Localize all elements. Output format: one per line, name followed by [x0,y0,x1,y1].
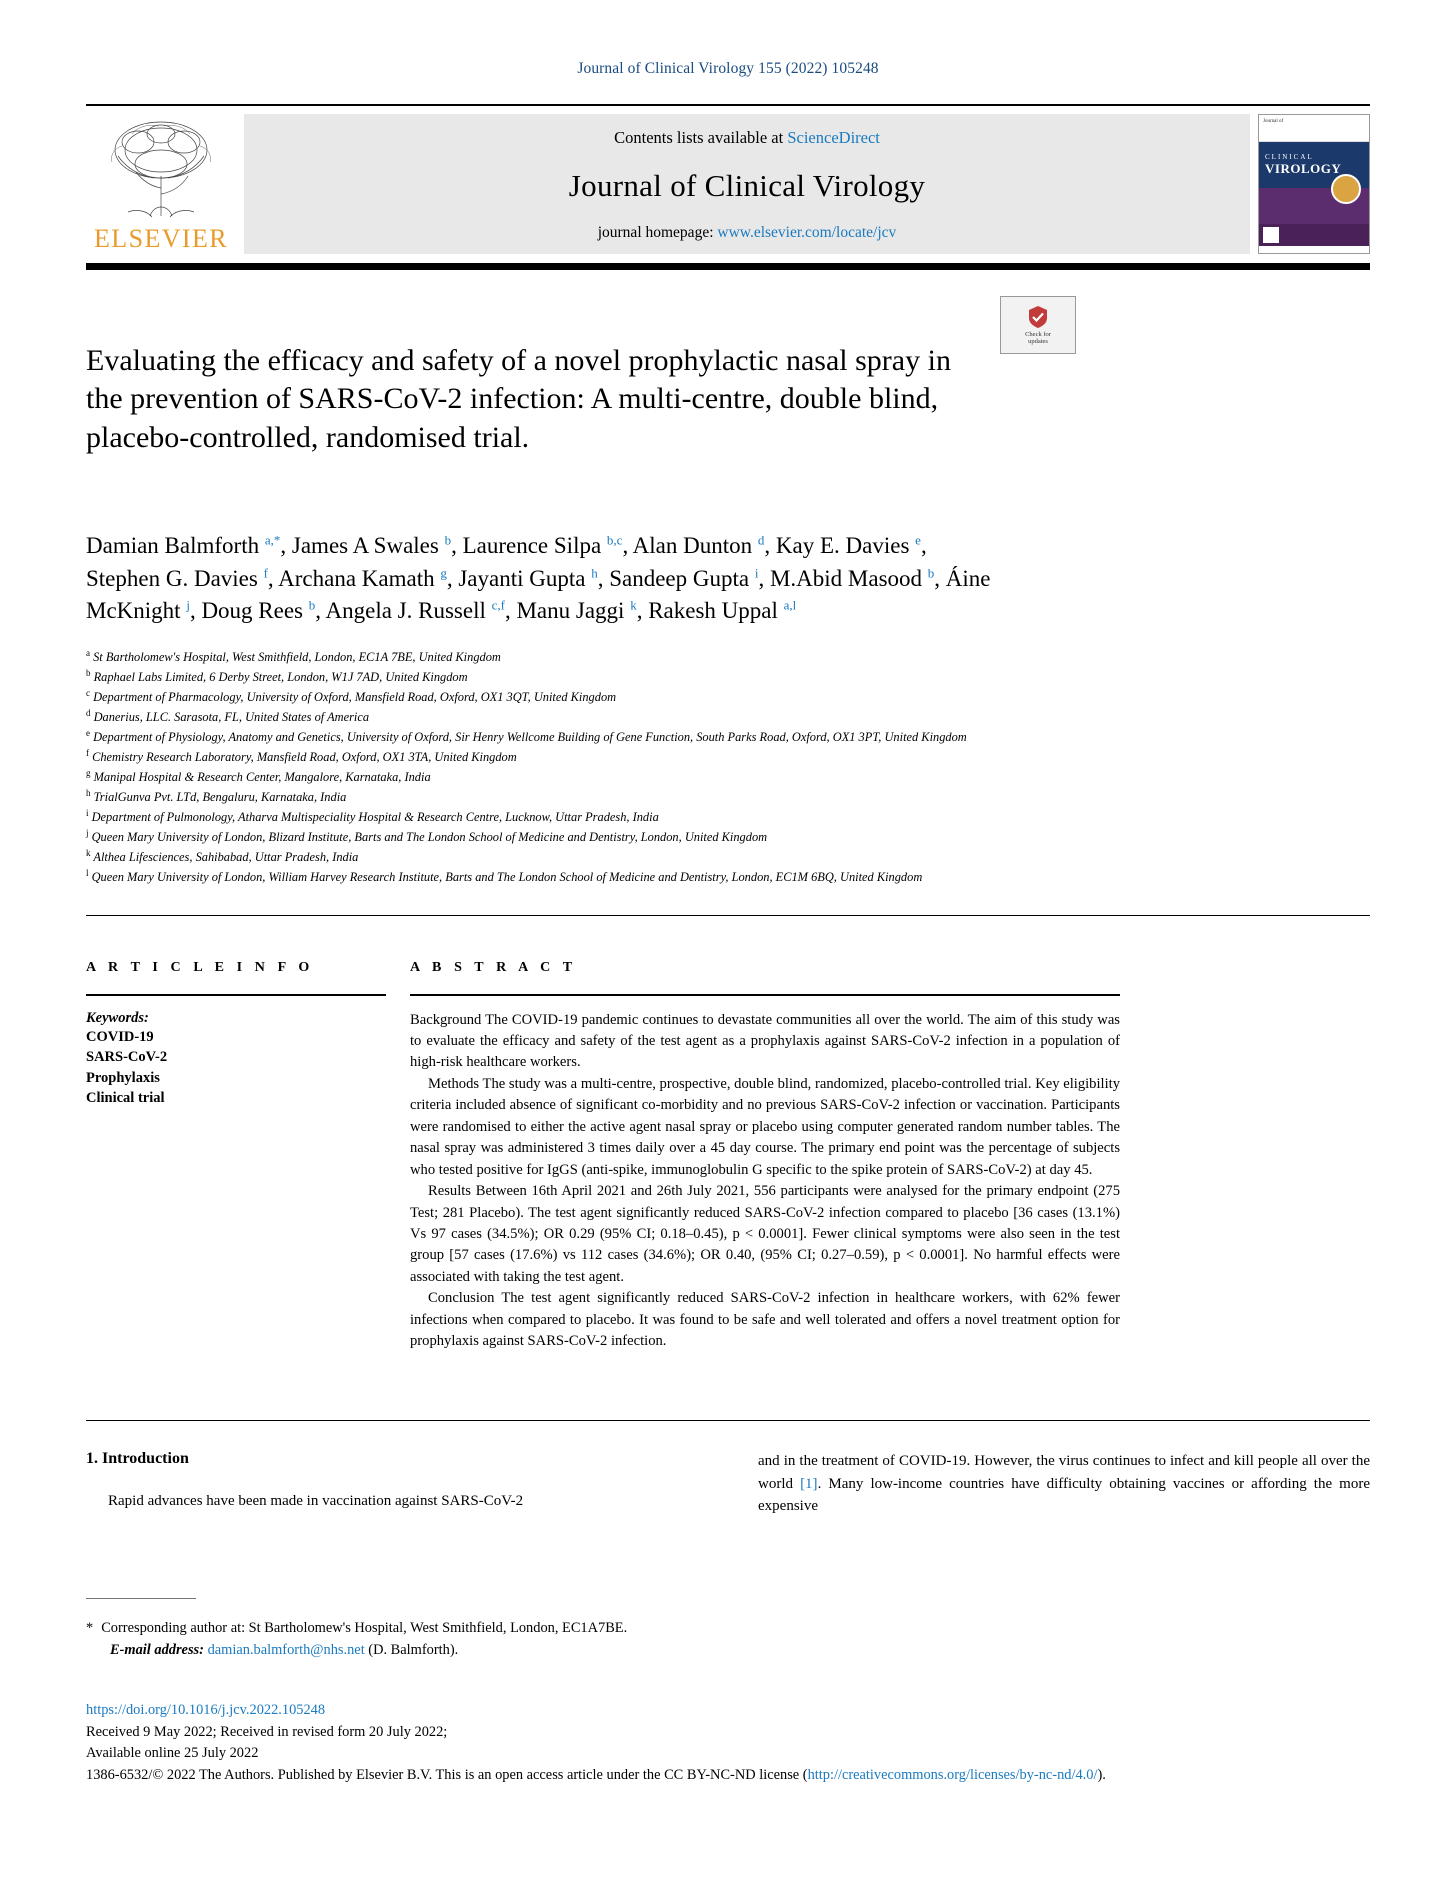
crossmark-line1: Check for [1025,330,1051,338]
affiliation-item: $^j$ Queen Mary University of London, Blizard Institute, Barts and The London School of Medicine and Dentistry, London, United Kingdom [86,827,768,844]
corresponding-author-text: Corresponding author at: St Bartholomew's Hospital, West Smithfield, London, EC1A7BE. [101,1620,628,1636]
masthead-center-panel [244,114,1250,254]
citation-ref-1[interactable]: [1] [800,1475,818,1492]
info-abstract-divider [86,915,1370,916]
intro-right-post: . Many low-income countries have difficulty obtaining vaccines or affording the more expensive [758,1475,1370,1514]
cover-mid-band [1259,188,1369,224]
intro-paragraph-right [758,1450,1370,1518]
doi-link[interactable]: https://doi.org/10.1016/j.jcv.2022.105248 [86,1702,326,1718]
abstract-paragraph: Results Between 16th April 2021 and 26th July 2021, 556 participants were analysed for the primary endpoint (275 Test; 281 Placebo). The test agent significantly reduced SARS-CoV-2 infection compared to placebo [36 cases (13.1%) Vs 97 cases (34.5%); OR 0.29 (95% CI; 0.18–0.45), p < 0.0001]. Fewer clinical symptoms were also seen in the test group [57 cases (17.6%) vs 112 cases (34.6%); OR 0.40, (95% CI; 0.27–0.59), p < 0.0001]. No harmful effects were associated with taking the test agent. [410,1183,1120,1285]
received-dates: Received 9 May 2022; Received in revised form 20 July 2022; [86,1723,448,1740]
elsevier-tree-icon [98,116,224,222]
corresponding-author-line [86,1618,786,1640]
cover-bottom-band [1259,224,1369,246]
crossmark-check-for-updates[interactable] [1000,296,1076,354]
keyword-item: Clinical trial [86,1090,165,1107]
cover-small-masthead: Journal of [1263,119,1284,124]
body-column-left [86,1450,698,1513]
crossmark-icon [1027,305,1049,329]
affiliation-item: $^i$ Department of Pulmonology, Atharva Multispeciality Hospital & Research Centre, Lucknow, Uttar Pradesh, India [86,807,659,824]
affiliation-item: $^a$ St Bartholomew's Hospital, West Smithfield, London, EC1A 7BE, United Kingdom [86,648,501,665]
affiliation-item: $^f$ Chemistry Research Laboratory, Mansfield Road, Oxford, OX1 3TA, United Kingdom [86,747,517,764]
affiliation-item: $^g$ Manipal Hospital & Research Center, Mangalore, Karnataka, India [86,767,431,784]
body-column-right [758,1450,1370,1518]
email-suffix: (D. Balmforth). [368,1641,459,1658]
email-link[interactable]: damian.balmforth@nhs.net [207,1641,365,1658]
contents-prefix: Contents lists available at [614,128,788,147]
affiliation-item: $^c$ Department of Pharmacology, University of Oxford, Mansfield Road, Oxford, OX1 3QT, United Kingdom [86,687,617,705]
copyright-license [86,1765,1176,1787]
abstract-column [410,960,1120,1353]
abstract-paragraph: Methods The study was a multi-centre, prospective, double blind, randomized, placebo-controlled trial. Key eligibility criteria included absence of significant co-morbidity and no previous SARS-CoV-2 infection or vaccination. Participants were randomised to either the active agent nasal spray or placebo using computer generated random number tables. The nasal spray was administered 3 times daily over a 45 day course. The primary end point was the percentage of subjects who tested positive for IgGS (anti-spike, immunoglobulin G specific to the spike protein of SARS-CoV-2) at day 45. [410,1075,1120,1178]
email-label: E-mail address: [110,1641,204,1658]
abstract-paragraph: Background The COVID-19 pandemic continues to devastate communities all over the world. The aim of this study was to evaluate the efficacy and safety of the test agent as a prophylaxis against SARS-CoV-2 infection in a population of high-risk healthcare workers. [410,1011,1120,1071]
crossmark-label [1025,331,1051,346]
cover-logo-square [1263,227,1279,243]
article-title: Evaluating the efficacy and safety of a novel prophylactic nasal spray in the prevention of SARS-CoV-2 infection: A multi-centre, double blind, placebo-controlled, randomised trial. [86,344,951,454]
masthead-top-rule [86,104,1370,106]
affiliation-marker: j [86,827,89,838]
keyword-item: SARS-CoV-2 [86,1049,168,1066]
affiliation-item: $^b$ Raphael Labs Limited, 6 Derby Street, London, W1J 7AD, United Kingdom [86,667,468,685]
cover-kicker: CLINICAL [1265,153,1314,161]
article-info-heading: A R T I C L E I N F O [86,960,314,975]
journal-homepage-line [244,224,1250,242]
sciencedirect-link[interactable]: ScienceDirect [787,128,880,147]
affiliation-marker: c [86,687,90,698]
cover-title: VIROLOGY [1265,161,1342,176]
affiliation-marker: g [86,767,91,778]
abstract-body [410,1010,1120,1353]
affiliation-item: $^d$ Danerius, LLC. Sarasota, FL, United States of America [86,707,370,725]
elsevier-wordmark: ELSEVIER [94,224,228,253]
affiliation-marker: l [86,867,89,878]
article-info-column [86,960,386,1109]
affiliation-item: $^l$ Queen Mary University of London, William Harvey Research Institute, Barts and The London School of Medicine and Dentistry, London, EC1M 6BQ, United Kingdom [86,867,923,884]
journal-title: Journal of Clinical Virology [568,168,926,203]
cover-top-strip [1259,115,1369,142]
affiliation-marker: i [86,807,89,818]
journal-cover-thumbnail [1258,114,1370,254]
keywords-list [86,1027,386,1109]
license-link[interactable]: http://creativecommons.org/licenses/by-nc-nd/4.0/ [807,1766,1098,1783]
copyright-suffix: ). [1097,1766,1106,1783]
affiliation-marker: d [86,707,91,718]
journal-homepage-link[interactable]: www.elsevier.com/locate/jcv [717,224,897,241]
affiliation-marker: h [86,787,91,798]
abstract-body-divider [86,1420,1370,1421]
corresponding-author-footnote [86,1618,786,1661]
masthead-bottom-rule [86,263,1370,270]
affiliation-marker: e [86,727,90,738]
section-title-introduction: 1. Introduction [86,1450,189,1467]
affiliation-marker: a [86,648,90,658]
email-line [86,1640,786,1662]
affiliation-list [86,647,1146,887]
crossmark-line2: updates [1028,338,1048,345]
affiliation-item: $^k$ Althea Lifesciences, Sahibabad, Uttar Pradesh, India [86,847,359,864]
keywords-label: Keywords: [86,1009,149,1026]
available-online-date: Available online 25 July 2022 [86,1745,259,1762]
affiliation-marker: k [86,847,91,858]
keyword-item: Prophylaxis [86,1069,160,1086]
cover-seal-icon [1331,174,1361,204]
affiliation-item: $^h$ TrialGunva Pvt. LTd, Bengaluru, Karnataka, India [86,787,347,804]
author-list: Damian Balmforth $^{a,*}$, James A Swales $^b$, Laurence Silpa $^{b,c}$, Alan Dunton $^d$, Kay E. Davies $^e$, Stephen G. Davies $^f$, Archana Kamath $^g$, Jayanti Gupta $^h$, Sandeep Gupta $^i$, M.Abid Masood $^b$, Áine McKnight $^j$, Doug Rees $^b$, Angela J. Russell $^{c,f}$, Manu Jaggi $^k$, Rakesh Uppal $^{a,l}$ [86,532,991,624]
intro-right-pre: and in the treatment of COVID-19. However, the virus continues to infect and kill people all over the world [758,1453,1370,1492]
affiliation-marker: b [86,667,91,678]
contents-available-line [244,128,1250,148]
journal-masthead [86,104,1370,270]
intro-paragraph-left: Rapid advances have been made in vaccination against SARS-CoV-2 [108,1493,524,1509]
footnote-rule [86,1598,196,1599]
running-head: Journal of Clinical Virology 155 (2022) 105248 [577,60,879,77]
homepage-prefix: journal homepage: [597,224,718,241]
abstract-paragraph: Conclusion The test agent significantly reduced SARS-CoV-2 infection in healthcare workers, with 62% fewer infections when compared to placebo. It was found to be safe and well tolerated and offers a novel treatment option for prophylaxis against SARS-CoV-2 infection. [410,1290,1120,1350]
copyright-text: 1386-6532/© 2022 The Authors. Published by Elsevier B.V. This is an open access article under the CC BY-NC-ND license ( [86,1766,808,1783]
footnote-star-marker: * [86,1620,94,1636]
article-info-rule [86,994,386,996]
abstract-heading: A B S T R A C T [410,960,577,975]
elsevier-logo [86,114,236,254]
affiliation-item: $^e$ Department of Physiology, Anatomy and Genetics, University of Oxford, Sir Henry Wellcome Building of Gene Function, South Parks Road, Oxford, OX1 3PT, United Kingdom [86,727,967,744]
affiliation-marker: f [86,747,89,758]
publication-footer [86,1700,1176,1786]
keyword-item: COVID-19 [86,1028,154,1045]
abstract-rule [410,994,1120,996]
